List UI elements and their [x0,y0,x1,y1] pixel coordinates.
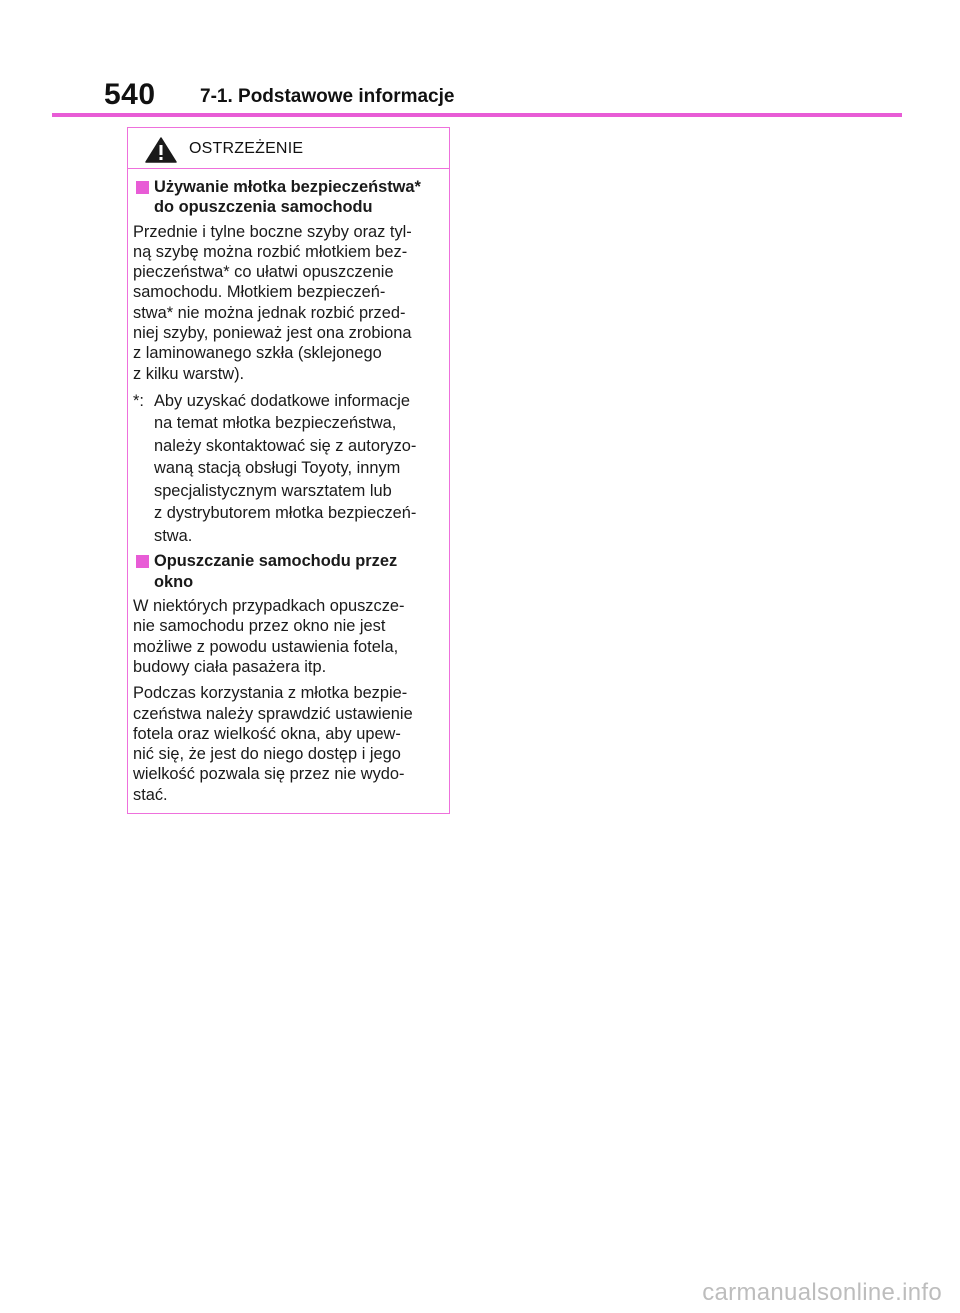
paragraph [133,596,443,677]
text-line: czeństwa należy sprawdzić ustawienie [133,704,413,723]
text-line: samochodu. Młotkiem bezpieczeń- [133,283,386,302]
text-line: stać. [133,785,168,804]
text-line: Przednie i tylne boczne szyby oraz tyl- [133,222,412,241]
text-line: stwa* nie można jednak rozbić przed- [133,303,406,322]
warning-triangle-icon [145,137,177,163]
text-line: możliwe z powodu ustawienia fotela, [133,637,399,656]
text-line: nić się, że jest do niego dostęp i jego [133,745,401,764]
text-line: waną stacją obsługi Toyoty, innym [154,459,401,478]
warning-box [127,127,450,814]
text-line: wielkość pozwala się przez nie wydo- [133,765,405,784]
text-line: na temat młotka bezpieczeństwa, [154,414,397,433]
footnote-text [154,390,443,548]
text-line: W niektórych przypadkach opuszcze- [133,597,405,616]
footnote-mark: *: [133,391,144,410]
bullet-square-icon [136,555,149,568]
text-line: z laminowanego szkła (sklejonego [133,344,382,363]
section-heading-hammer [133,177,443,218]
page-number: 540 [104,78,156,111]
text-line: pieczeństwa* co ułatwi opuszczenie [133,263,394,282]
watermark-link[interactable]: carmanualsonline.info [702,1279,942,1306]
footnote [133,390,443,548]
text-line: ną szybę można rozbić młotkiem bez- [133,242,408,261]
page-header [104,74,904,118]
text-line: Aby uzyskać dodatkowe informacje [154,391,410,410]
text-line: z dystrybutorem młotka bezpieczeń- [154,504,417,523]
warning-header [128,128,449,169]
text-line: stwa. [154,526,193,545]
paragraph [133,222,443,384]
section-title: 7-1. Podstawowe informacje [200,86,455,107]
warning-title: OSTRZEŻENIE [189,140,304,157]
header-rule [52,113,902,117]
heading-line: Używanie młotka bezpieczeństwa* [154,178,421,196]
text-line: nie samochodu przez okno nie jest [133,617,386,636]
paragraph [133,683,443,805]
heading-line: okno [154,572,194,591]
bullet-square-icon [136,181,149,194]
text-line: budowy ciała pasażera itp. [133,657,327,676]
text-line: z kilku warstw). [133,364,245,383]
text-line: niej szyby, ponieważ jest ona zrobiona [133,324,412,343]
text-line: specjalistycznym warsztatem lub [154,481,392,500]
section-heading-window-exit [133,551,443,592]
heading-line: Opuszczanie samochodu przez [154,552,398,571]
heading-line: do opuszczenia samochodu [154,198,373,217]
warning-content [128,169,449,805]
text-line: fotela oraz wielkość okna, aby upew- [133,724,401,743]
text-line: należy skontaktować się z autoryzo- [154,436,417,455]
text-line: Podczas korzystania z młotka bezpie- [133,684,408,703]
